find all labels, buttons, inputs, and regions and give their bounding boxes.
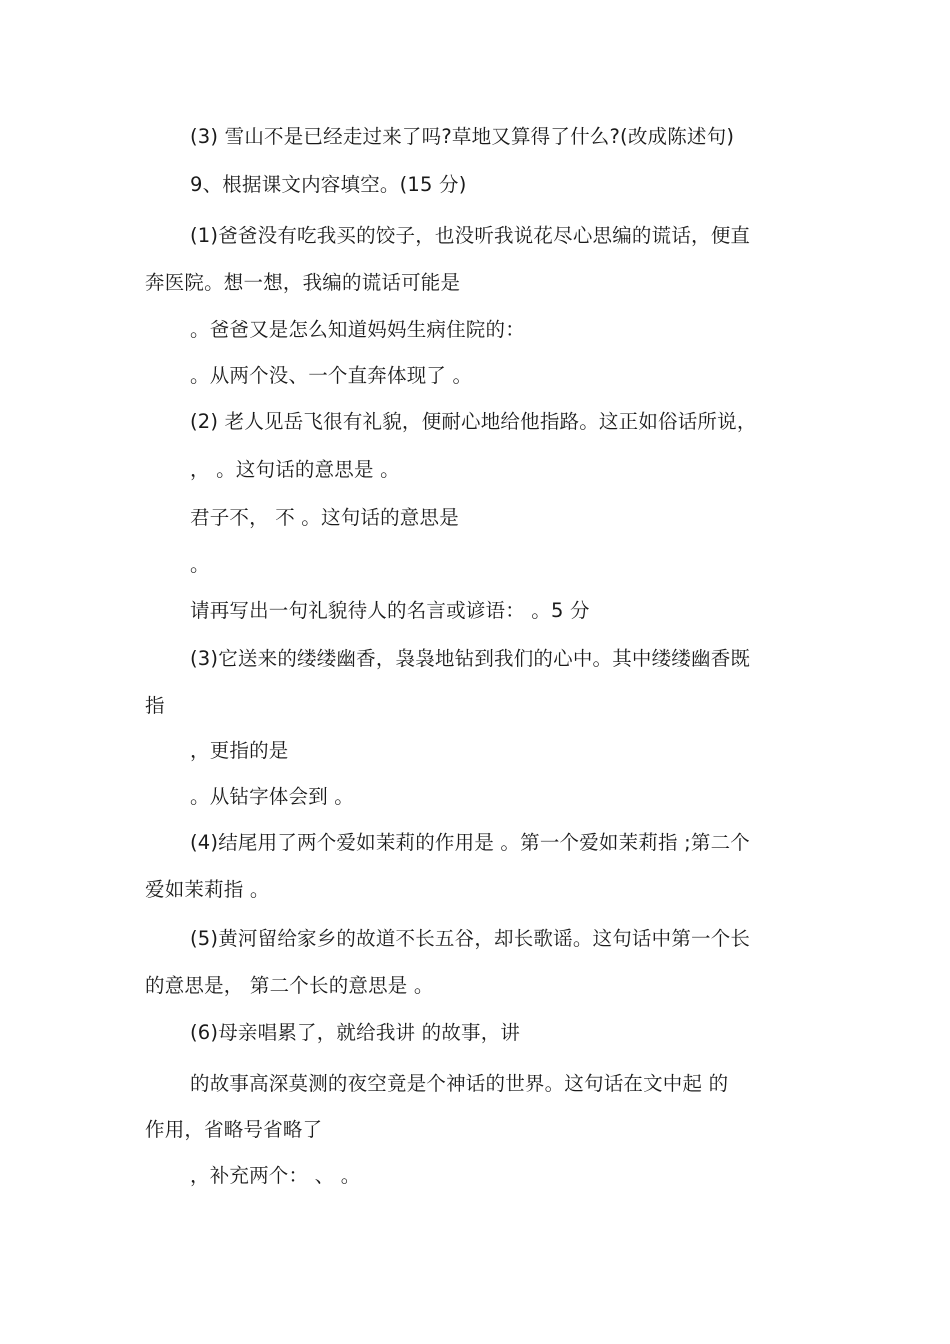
- text-line-q9-4-b: 爱如茉莉指 。: [145, 878, 270, 901]
- text-line-q9-3-c: ，更指的是: [190, 739, 289, 762]
- text-line-q9-3-a: (3)它送来的缕缕幽香，袅袅地钻到我们的心中。其中缕缕幽香既: [190, 647, 751, 670]
- text-line-q9-6-d: ，补充两个： 、 。: [190, 1164, 361, 1187]
- text-line-q9-3-b: 指: [145, 694, 165, 717]
- text-line-q9-1-c: 。爸爸又是怎么知道妈妈生病住院的：: [190, 318, 525, 341]
- text-line-q9-6-b: 的故事高深莫测的夜空竟是个神话的世界。这句话在文中起 的: [190, 1072, 729, 1095]
- text-line-q9-1-b: 奔医院。想一想，我编的谎话可能是: [145, 271, 461, 294]
- text-line-q9-2-c: 君子不， 不 。这句话的意思是: [190, 506, 459, 529]
- text-line-q9-5-b: 的意思是， 第二个长的意思是 。: [145, 974, 434, 997]
- text-line-q9-2-a: (2) 老人见岳飞很有礼貌，便耐心地给他指路。这正如俗话所说，: [190, 410, 757, 433]
- text-line-q9-3-d: 。从钻字体会到 。: [190, 785, 354, 808]
- text-line-q9-6-c: 作用，省略号省略了: [145, 1118, 323, 1141]
- text-line-q9-1-a: (1)爸爸没有吃我买的饺子，也没听我说花尽心思编的谎话，便直: [190, 224, 751, 247]
- text-line-q9-1-d: 。从两个没、一个直奔体现了 。: [190, 364, 473, 387]
- text-line-q9-2-b: ， 。这句话的意思是 。: [190, 458, 400, 481]
- text-line-q9-heading: 9、根据课文内容填空。(15 分): [190, 173, 467, 196]
- text-line-q9-2-e: 请再写出一句礼貌待人的名言或谚语： 。5 分: [190, 599, 590, 622]
- text-line-q9-5-a: (5)黄河留给家乡的故道不长五谷，却长歌谣。这句话中第一个长: [190, 927, 751, 950]
- text-line-q9-4-a: (4)结尾用了两个爱如茉莉的作用是 。第一个爱如茉莉指 ;第二个: [190, 831, 750, 854]
- text-line-q9-2-d: 。: [190, 553, 210, 576]
- text-line-q9-6-a: (6)母亲唱累了，就给我讲 的故事，讲: [190, 1021, 521, 1044]
- text-line-q3-rewrite: (3) 雪山不是已经走过来了吗?草地又算得了什么?(改成陈述句): [190, 125, 735, 148]
